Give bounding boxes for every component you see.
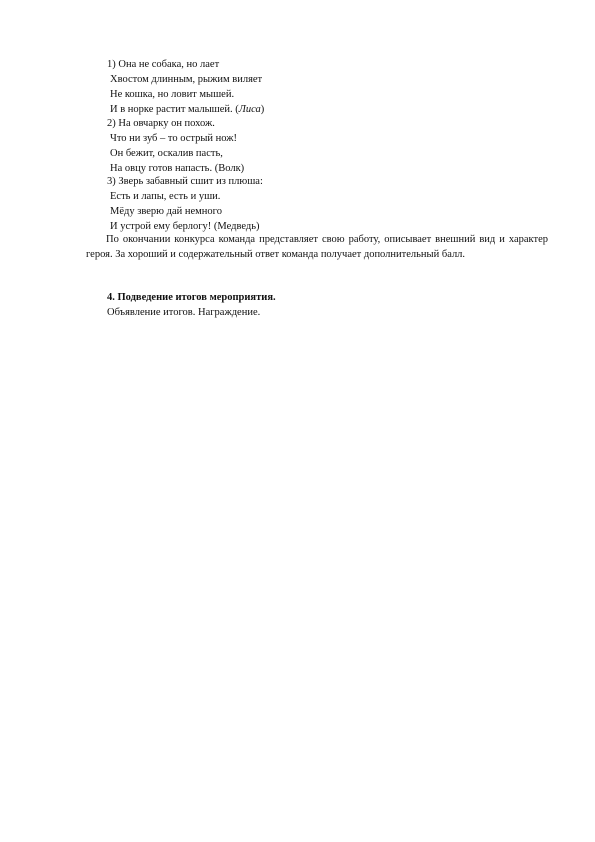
riddle-2-title: 2) На овчарку он похож. <box>107 118 215 129</box>
riddle-1-line-2: Не кошка, но ловит мышей. <box>110 89 235 100</box>
riddle-1-line-3-text: И в норке растит малышей. ( <box>110 104 239 115</box>
riddle-2-line-2: Он бежит, оскалив пасть, <box>110 148 223 159</box>
riddle-3-line-3: И устрой ему берлогу! (Медведь) <box>110 221 260 232</box>
riddle-1-title: 1) Она не собака, но лает <box>107 59 220 70</box>
section-text: Объявление итогов. Награждение. <box>107 307 261 318</box>
riddle-1-answer-close: ) <box>260 104 265 115</box>
riddle-1-line-1: Хвостом длинным, рыжим виляет <box>110 74 263 85</box>
riddle-3-line-1: Есть и лапы, есть и уши. <box>110 191 221 202</box>
riddle-1-line-3 <box>110 103 264 116</box>
riddle-3-line-2: Мёду зверю дай немного <box>110 206 222 217</box>
section-heading: 4. Подведение итогов мероприятия. <box>107 292 276 303</box>
riddle-2-line-3: На овцу готов напасть. (Волк) <box>110 163 245 174</box>
contest-paragraph: По окончании конкурса команда представляет свою работу, описывает внешний вид и характер героя. За хороший и содержательный ответ команда получает дополнительный балл. <box>86 234 548 260</box>
riddle-2-line-1: Что ни зуб – то острый нож! <box>110 133 238 144</box>
riddle-1-answer: Лиса <box>238 104 261 115</box>
riddle-3-title: 3) Зверь забавный сшит из плюша: <box>107 176 263 187</box>
